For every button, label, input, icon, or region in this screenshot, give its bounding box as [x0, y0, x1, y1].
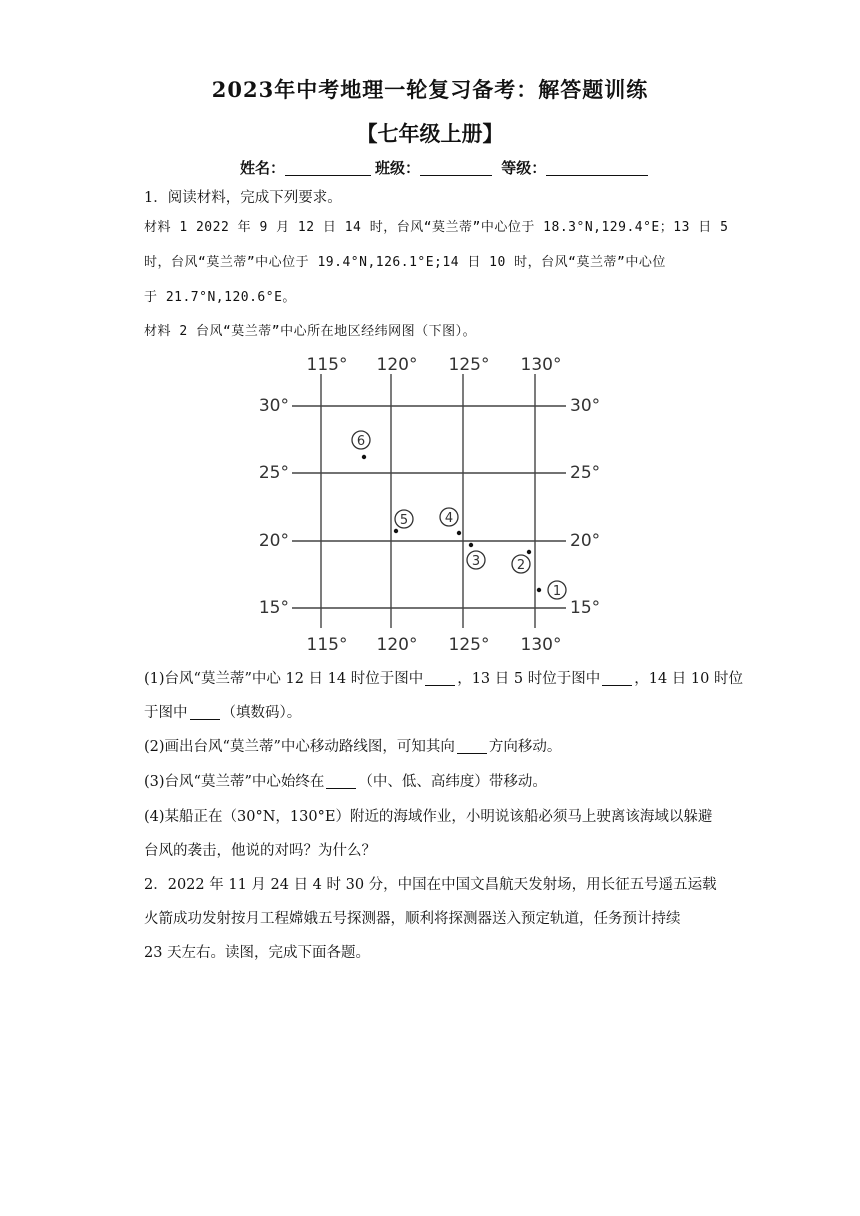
answer-blank-5[interactable]	[326, 774, 356, 789]
q1-sub4-line1: (4)某船正在（30°N，130°E）附近的海域作业，小明说该船必须马上驶离该海域以躲避	[144, 809, 713, 825]
lat-label-left-30: 30°	[258, 396, 289, 416]
grade-label: 等级：	[501, 159, 547, 177]
q1-sub4-line2: 台风的袭击，他说的对吗？为什么？	[144, 843, 376, 859]
lon-label-bottom-125: 125°	[448, 635, 490, 655]
lon-label-top-125: 125°	[448, 355, 490, 375]
typhoon-point-3-dot	[469, 543, 473, 547]
typhoon-point-2-label: 2	[516, 558, 526, 573]
typhoon-point-4-dot	[457, 531, 461, 535]
material1-line3: 于 21.7°N,120.6°E。	[144, 290, 296, 305]
lon-label-top-130: 130°	[520, 355, 562, 375]
typhoon-point-4-label: 4	[444, 511, 454, 526]
name-label: 姓名：	[240, 159, 286, 177]
typhoon-point-5-dot	[394, 529, 398, 533]
typhoon-point-5-label: 5	[399, 513, 409, 528]
lon-label-bottom-130: 130°	[520, 635, 562, 655]
q1-sub1-line1: (1)台风“莫兰蒂”中心 12 日 14 时位于图中 ，13 日 5 时位于图中 ，14 日 10 时位	[144, 671, 743, 687]
lat-label-left-20: 20°	[258, 531, 289, 551]
q2-line3: 23 天左右。读图，完成下面各题。	[144, 945, 371, 961]
material1-line2: 时，台风“莫兰蒂”中心位于 19.4°N,126.1°E;14 日 10 时，台风“莫兰蒂”中心位	[144, 255, 666, 270]
q2-line2: 火箭成功发射按月工程嫦娥五号探测器，顺利将探测器送入预定轨道，任务预计持续	[144, 911, 681, 927]
lon-label-bottom-115: 115°	[306, 635, 348, 655]
q1-intro: 1．阅读材料，完成下列要求。	[144, 190, 342, 206]
answer-blank-4[interactable]	[457, 739, 487, 754]
class-label: 班级：	[375, 159, 421, 177]
lon-label-top-115: 115°	[306, 355, 348, 375]
lat-label-right-15: 15°	[570, 598, 601, 618]
answer-blank-1[interactable]	[425, 671, 455, 686]
typhoon-point-6-label: 6	[356, 434, 366, 449]
page-subtitle: 【七年级上册】	[356, 121, 504, 146]
lat-label-left-15: 15°	[258, 598, 289, 618]
q2-line1: 2．2022 年 11 月 24 日 4 时 30 分，中国在中国文昌航天发射场，用长征五号遥五运载	[144, 877, 717, 893]
lat-label-right-30: 30°	[570, 396, 601, 416]
answer-blank-3[interactable]	[190, 705, 220, 720]
typhoon-point-3-label: 3	[471, 554, 481, 569]
typhoon-point-6-dot	[362, 455, 366, 459]
q1-sub2: (2)画出台风“莫兰蒂”中心移动路线图，可知其向 方向移动。	[144, 739, 562, 755]
lon-label-top-120: 120°	[376, 355, 418, 375]
material2-caption: 材料 2 台风“莫兰蒂”中心所在地区经纬网图（下图）。	[144, 324, 477, 339]
material1-line1: 材料 1 2022 年 9 月 12 日 14 时，台风“莫兰蒂”中心位于 18.3°N,129.4°E；13 日 5	[144, 220, 729, 235]
lon-label-bottom-120: 120°	[376, 635, 418, 655]
lat-label-left-25: 25°	[258, 463, 289, 483]
typhoon-point-1-label: 1	[552, 584, 562, 599]
typhoon-point-1-dot	[537, 588, 541, 592]
page-title: 2023年中考地理一轮复习备考：解答题训练	[211, 77, 649, 102]
typhoon-point-2-dot	[527, 550, 531, 554]
q1-sub1-line2: 于图中 （填数码）。	[144, 705, 302, 721]
answer-blank-2[interactable]	[602, 671, 632, 686]
lat-label-right-25: 25°	[570, 463, 601, 483]
lat-label-right-20: 20°	[570, 531, 601, 551]
q1-sub3: (3)台风“莫兰蒂”中心始终在 （中、低、高纬度）带移动。	[144, 774, 547, 790]
